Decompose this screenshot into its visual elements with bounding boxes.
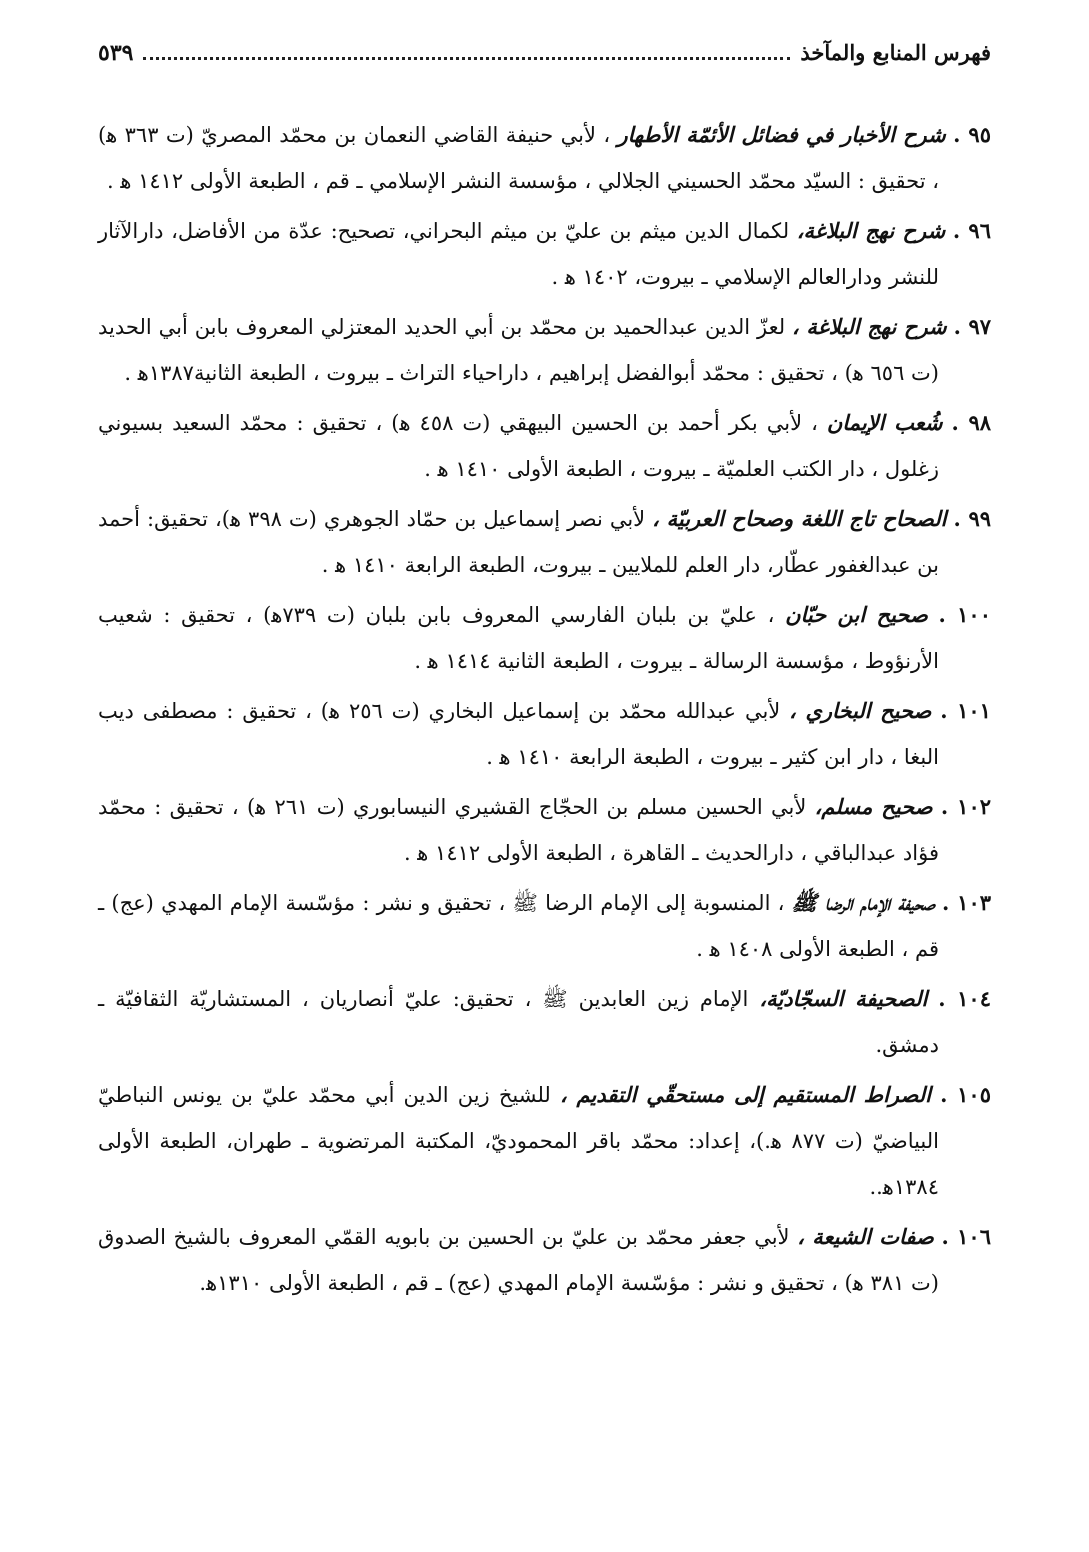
bibliography-entry bbox=[98, 400, 991, 492]
entry-number: ٩٨ . bbox=[951, 410, 992, 435]
entry-details: لعزّ الدين عبدالحميد بن محمّد بن أبي الحديد المعتزلي المعروف بابن أبي الحديد (ت ٦٥٦ ﻫ) ، تحقيق : محمّد أبوالفضل إبراهيم ، داراحياء التراث ـ بيروت ، الطبعة الثانية١٣٨٧ﻫ . bbox=[98, 315, 939, 385]
entry-details: ، لأبي بكر أحمد بن الحسين البيهقي (ت ٤٥٨ ﻫ) ، تحقيق : محمّد السعيد بسيوني زغلول ، دار الكتب العلميّة ـ بيروت ، الطبعة الأولى ١٤١٠ ﻫ . bbox=[98, 411, 939, 481]
entry-title: الصحيفة السجّاديّة، bbox=[759, 986, 928, 1011]
entry-title: صفات الشيعة ، bbox=[797, 1224, 934, 1249]
entry-details: لأبي نصر إسماعيل بن حمّاد الجوهري (ت ٣٩٨ ﻫ)، تحقيق: أحمد بن عبدالغفور عطّار، دار العلم للملايين ـ بيروت، الطبعة الرابعة ١٤١٠ ﻫ . bbox=[98, 507, 939, 577]
bibliography-entry bbox=[98, 304, 991, 396]
entry-number: ١٠٥ . bbox=[940, 1082, 991, 1107]
entry-details: لأبي جعفر محمّد بن عليّ بن الحسين بن بابويه القمّي المعروف بالشيخ الصدوق (ت ٣٨١ ﻫ) ، تحقيق و نشر : مؤسّسة الإمام المهدي (عج) ـ قم ، الطبعة الأولى ١٣١٠ﻫ. bbox=[98, 1225, 939, 1295]
entry-number: ١٠٢ . bbox=[940, 794, 992, 819]
entry-details: لأبي الحسين مسلم بن الحجّاج القشيري النيسابوري (ت ٢٦١ ﻫ) ، تحقيق : محمّد فؤاد عبدالباقي ، دارالحديث ـ القاهرة ، الطبعة الأولى ١٤١٢ ﻫ . bbox=[98, 795, 939, 865]
entry-details: لأبي عبدالله محمّد بن إسماعيل البخاري (ت ٢٥٦ ﻫ) ، تحقيق : مصطفى ديب البغا ، دار ابن كثير ـ بيروت ، الطبعة الرابعة ١٤١٠ ﻫ . bbox=[98, 699, 939, 769]
entry-title: الصراط المستقيم إلى مستحقّي التقديم ، bbox=[559, 1082, 931, 1107]
entry-number: ١٠١ . bbox=[940, 698, 991, 723]
entry-details: ، لأبي حنيفة القاضي النعمان بن محمّد المصريّ (ت ٣٦٣ ﻫ) ، تحقيق : السيّد محمّد الحسيني الجلالي ، مؤسسة النشر الإسلامي ـ قم ، الطبعة الأولى ١٤١٢ ﻫ . bbox=[98, 123, 939, 193]
bibliography-entry bbox=[98, 208, 991, 300]
entry-title: صحيفة الإمام الرضا ﷺ bbox=[791, 890, 935, 915]
entry-number: ١٠٤ . bbox=[938, 986, 991, 1011]
bibliography-entry bbox=[98, 976, 991, 1068]
bibliography-entry bbox=[98, 880, 991, 972]
entry-details: للشيخ زين الدين أبي محمّد عليّ بن يونس النباطيّ البياضيّ (ت ٨٧٧ ﻫ.)، إعداد: محمّد باقر المحموديّ، المكتبة المرتضوية ـ طهران، الطبعة الأولى ١٣٨٤ﻫ.. bbox=[98, 1083, 940, 1199]
bibliography-entry bbox=[98, 496, 991, 588]
bibliography-entry bbox=[98, 112, 991, 204]
bibliography-entry bbox=[98, 784, 991, 876]
bibliography-entry bbox=[98, 592, 991, 684]
running-header-title: فهرس المنابع والمآخذ bbox=[800, 40, 991, 65]
entry-title: الصحاح تاج اللغة وصحاح العربيّة ، bbox=[652, 506, 947, 531]
entry-details: ، عليّ بن بلبان الفارسي المعروف بابن بلبان (ت ٧٣٩ﻫ) ، تحقيق : شعيب الأرنؤوط ، مؤسسة الرسالة ـ بيروت ، الطبعة الثانية ١٤١٤ ﻫ . bbox=[98, 603, 939, 673]
bibliography-list bbox=[98, 112, 991, 1306]
entry-title: شرح نهج البلاغة ، bbox=[792, 314, 947, 339]
entry-details: ، المنسوبة إلى الإمام الرضا ﷺ ، تحقيق و نشر : مؤسّسة الإمام المهدي (عج) ـ قم ، الطبعة الأولى ١٤٠٨ ﻫ . bbox=[98, 891, 939, 961]
entry-title: صحيح البخاري ، bbox=[789, 698, 932, 723]
entry-number: ٩٧ . bbox=[953, 314, 991, 339]
bibliography-entry bbox=[98, 1072, 991, 1210]
entry-number: ١٠٣ . bbox=[942, 890, 992, 915]
leader-dots bbox=[143, 43, 790, 60]
bibliography-entry bbox=[98, 1214, 991, 1306]
entry-number: ٩٦ . bbox=[952, 218, 991, 243]
entry-title: شُعب الإيمان bbox=[826, 410, 943, 435]
entry-number: ١٠٦ . bbox=[941, 1224, 991, 1249]
entry-details: الإمام زين العابدين ﷺ ، تحقيق: عليّ أنصاريان ، المستشاريّة الثقافيّة ـ دمشق. bbox=[98, 987, 939, 1057]
entry-number: ١٠٠ . bbox=[938, 602, 991, 627]
page-number: ٥٣٩ bbox=[98, 40, 134, 66]
entry-title: صحيح مسلم، bbox=[814, 794, 933, 819]
entry-title: شرح الأخبار في فضائل الأئمّة الأطهار bbox=[617, 122, 946, 147]
entry-number: ٩٩ . bbox=[953, 506, 991, 531]
entry-details: لكمال الدين ميثم بن عليّ بن ميثم البحراني، تصحيح: عدّة من الأفاضل، دارالآثار للنشر ودارالعالم الإسلامي ـ بيروت، ١٤٠٢ ﻫ . bbox=[98, 219, 939, 289]
running-header bbox=[98, 40, 991, 80]
entry-title: شرح نهج البلاغة، bbox=[796, 218, 946, 243]
entry-number: ٩٥ . bbox=[953, 122, 991, 147]
bibliography-entry bbox=[98, 688, 991, 780]
entry-title: صحيح ابن حبّان bbox=[785, 602, 928, 627]
